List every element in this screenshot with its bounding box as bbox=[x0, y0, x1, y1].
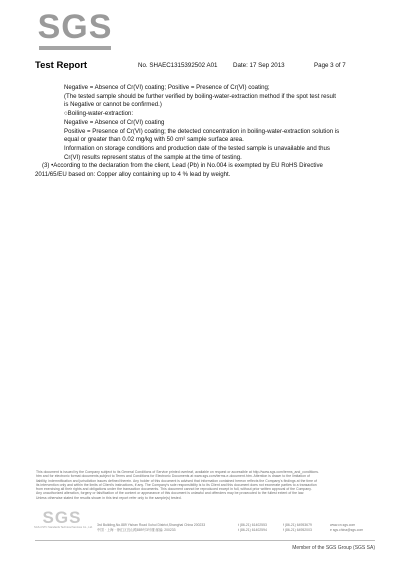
body-line: equal or greater than 0.02 mg/kg with 50 cm² sample surface area. bbox=[64, 136, 244, 144]
body-line: Negative = Absence of Cr(VI) coating; Positive = Presence of Cr(VI) coating; bbox=[64, 84, 270, 91]
note-3-line: 2011/65/EU based on: Copper alloy containing up to 4 % lead by weight. bbox=[35, 171, 231, 179]
footer-sgs-logo bbox=[34, 508, 93, 530]
legal-notice-line: Any unauthorized alteration, forgery or falsification of the content or appearance of this document is unlawful and offenders may be prosecuted to the fullest extent of the law. bbox=[36, 491, 305, 496]
body-line: Information on storage conditions and production date of the tested sample is unavailable and thus bbox=[64, 144, 330, 152]
legal-notice-line: liability, indemnification and jurisdiction issues defined therein. Any holder of this document is advised that information contained hereon reflects the Company's findings at the time of bbox=[36, 478, 317, 483]
website-link[interactable]: www.cn.sgs.com bbox=[330, 523, 356, 527]
email-link[interactable]: e sgs.china@sgs.com bbox=[330, 528, 364, 532]
sgs-logo-text: SGS bbox=[37, 8, 113, 46]
body-line: Negative = Absence of Cr(VI) coating bbox=[64, 118, 165, 126]
phone-2: t (86-21) 61402594 bbox=[238, 528, 267, 532]
footer-divider bbox=[35, 540, 375, 541]
address-chinese: 中国 · 上海 · 徐汇区宜山路889号3号楼 邮编: 200233 bbox=[97, 528, 176, 532]
body-line: Positive = Presence of Cr(VI) coating; the detected concentration in boiling-water-extraction solution is bbox=[64, 127, 340, 135]
footer-company-name: SGS-CSTC Standards Technical Services Co., Ltd. bbox=[34, 526, 93, 529]
report-body bbox=[35, 84, 390, 180]
report-title: Test Report bbox=[35, 60, 88, 71]
page-number: Page 3 of 7 bbox=[314, 62, 346, 69]
footer-fax bbox=[283, 523, 312, 533]
legal-notice-line: from exercising all their rights and obligations under the transaction documents. This document cannot be reproduced except in full, without prior written approval of the Company. bbox=[36, 487, 312, 492]
body-line: ○Boiling-water-extraction: bbox=[64, 110, 134, 118]
body-line: (The tested sample should be further verified by boiling-water-extraction method if the spot test result bbox=[64, 92, 336, 100]
report-header bbox=[35, 60, 375, 76]
fax-2: f (86-21) 64952003 bbox=[283, 528, 312, 532]
legal-notice bbox=[36, 470, 376, 500]
report-number: No. SHAEC1315392502 A01 bbox=[138, 62, 218, 69]
phone-1: t (86-21) 61402553 bbox=[238, 523, 267, 527]
legal-notice-line: htm and for electronic format documents,subject to Terms and Conditions for Electronic Documents at www.sgs.com/terms-e-document.htm. Attention is drawn to the limitation of bbox=[36, 474, 310, 479]
sgs-logo-bar bbox=[39, 46, 111, 50]
body-line: Cr(VI) results represent status of the sample at the time of testing. bbox=[64, 153, 242, 161]
legal-notice-line: its intervention only and within the limits of Client's instructions, if any. The Company's sole responsibility is to its Client and this document does not exonerate parties to a transaction bbox=[36, 482, 317, 487]
note-3-line: (3) •According to the declaration from the client, Lead (Pb) in No.004 is exempted by EU RoHS Directive bbox=[42, 162, 323, 170]
footer-phone bbox=[238, 523, 267, 533]
legal-notice-line: This document is issued by the Company subject to its General Conditions of Service printed overleaf, available on request or accessible at http://www.sgs.com/terms_and_conditions. bbox=[36, 470, 320, 474]
body-line: is Negative or cannot be confirmed.) bbox=[64, 101, 162, 109]
member-statement: Member of the SGS Group (SGS SA) bbox=[292, 545, 375, 551]
fax-1: f (86-21) 64953679 bbox=[283, 523, 312, 527]
report-date: Date: 17 Sep 2013 bbox=[233, 62, 285, 69]
footer-address bbox=[97, 523, 205, 533]
footer-sgs-watermark: SGS bbox=[42, 508, 82, 527]
address-english: 3rd Building,No.889 Yishan Road Xuhui District,Shanghai China 200233 bbox=[97, 523, 206, 527]
sgs-logo bbox=[33, 6, 117, 50]
footer-web bbox=[330, 523, 363, 533]
legal-notice-line: Unless otherwise stated the results shown in this test report refer only to the sample(s) tested. bbox=[36, 495, 182, 500]
